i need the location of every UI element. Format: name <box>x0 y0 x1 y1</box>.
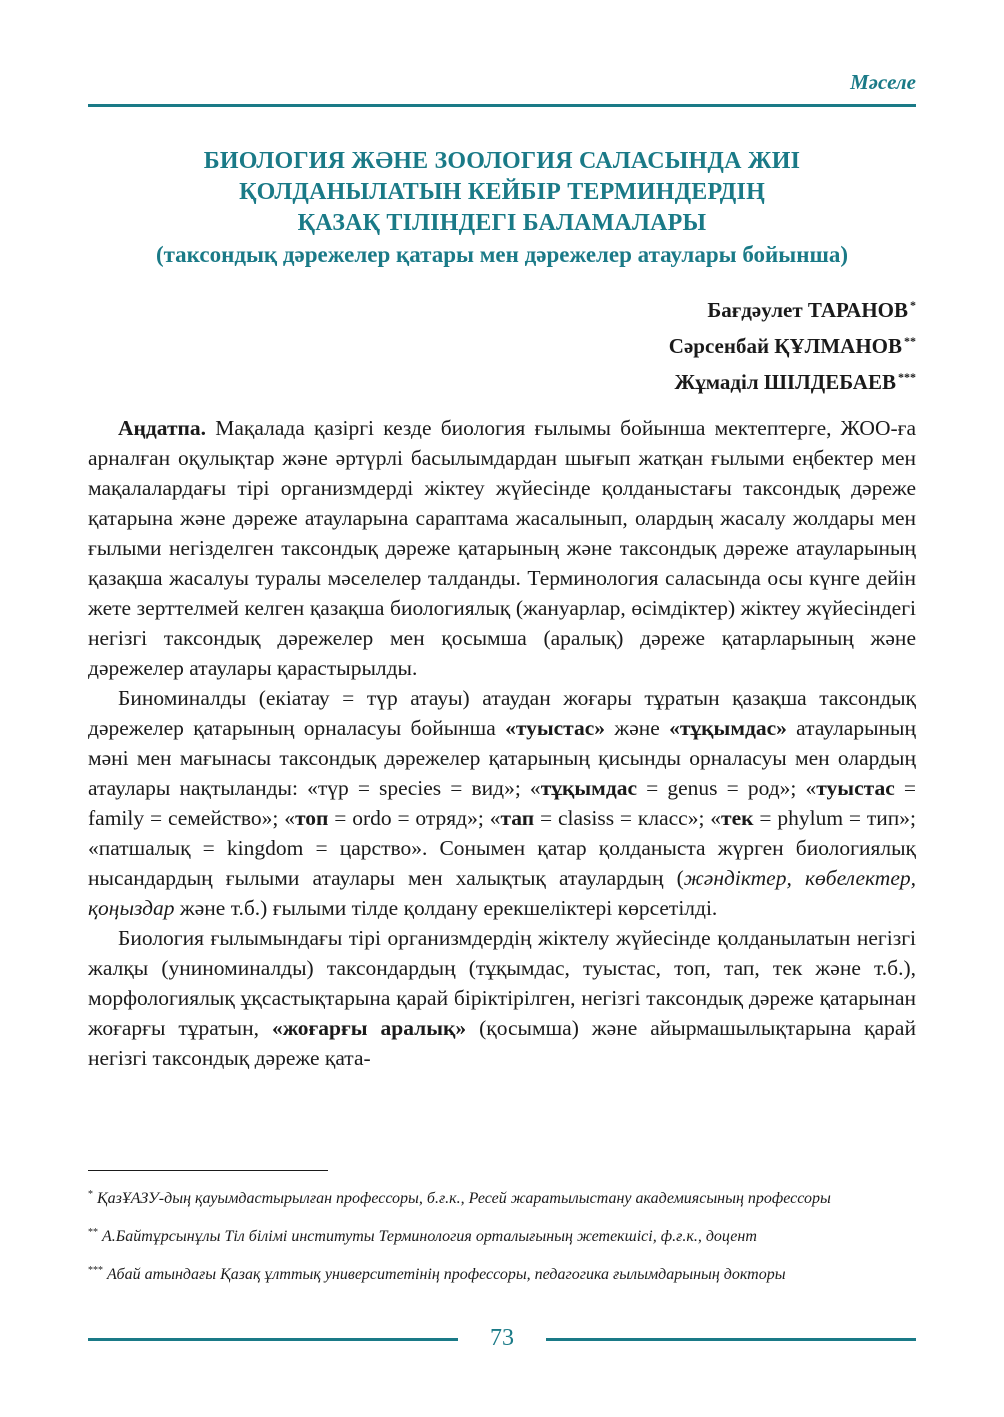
paragraph-text: және <box>605 716 670 740</box>
paragraph-text: = family = семейство»; « <box>88 776 917 830</box>
article-title <box>88 146 916 270</box>
paragraph-text: Биология ғылымындағы тірі организмдердің жіктелу жүйесінде қолданылатын негізгі жалқы (униноминалды) таксондардың (тұқымдас, туыстас, топ, тап, тек және т.б.), морфологиялық ұқсастықтарына қарай біріктірілген, негізгі таксондық дәреже қатарынан жоғарғы тұратын, <box>88 926 916 1040</box>
bold-term: «тұқымдас» <box>669 716 787 740</box>
footnote-mark: ** <box>88 1227 98 1238</box>
footnote <box>88 1260 916 1286</box>
paragraph-text: (қосымша) және айырмашылықтарына қарай негізгі таксондық дәреже қата- <box>88 1016 916 1070</box>
header-rule <box>88 104 916 107</box>
author-name: Жұмаділ ШІЛДЕБАЕВ <box>674 370 896 394</box>
section-header: Мәселе <box>850 70 916 94</box>
page-number: 73 <box>490 1325 514 1351</box>
author <box>88 290 916 326</box>
author-footnote-mark: * <box>910 298 916 312</box>
author <box>88 326 916 362</box>
article-body <box>88 413 916 1073</box>
author-name: Сәрсенбай ҚҰЛМАНОВ <box>668 334 902 358</box>
paragraph-text: = phylum = тип»; «патшалық = kingdom = царство». Сонымен қатар қолданыста жүрген биологиялық нысандардың ғылыми атаулары мен халықтық атаулардың ( <box>88 806 916 890</box>
author-list <box>88 290 916 398</box>
bold-term: «жоғарғы аралық» <box>271 1016 467 1040</box>
paragraph-text: Мақалада қазіргі кезде биология ғылымы бойынша мектептерге, ЖОО-ға арналған оқулықтар және әртүрлі басылымдардан шығып жатқан ғылыми еңбектер мен мақалалардағы тірі организмдерді жіктеу жүйесінде қолданыстағы таксондық дәреже қатарына және дәреже атауларына сараптама жасалынып, олардың жасалу жолдары мен ғылыми негізделген таксондық дәреже қатарының және таксондық дәреже атауларының қазақша жасалуы туралы мәселелер талданды. Терминология саласында осы күнге дейін жете зерттелмей келген қазақша биологиялық (жануарлар, өсімдіктер) жіктеу жүйесіндегі негізгі таксондық дәрежелер мен қосымша (аралық) дәреже қатарларының және дәрежелер атаулары қарастырылды. <box>88 416 916 680</box>
abstract-label: Аңдатпа. <box>118 416 207 440</box>
footnote-mark: *** <box>88 1265 103 1276</box>
title-line: ҚОЛДАНЫЛАТЫН КЕЙБІР ТЕРМИНДЕРДІҢ <box>239 179 765 205</box>
paragraph-text: = ordo = отряд»; « <box>328 806 501 830</box>
bold-term: тек <box>721 806 754 830</box>
article-subtitle: (таксондық дәрежелер қатары мен дәрежелер атаулары бойынша) <box>155 242 849 267</box>
bold-term: тап <box>500 806 535 830</box>
paragraph-text: = genus = род»; « <box>637 776 817 800</box>
paragraph-text: Биноминалды (екіатау = түр атауы) атаудан жоғары тұратын қазақша таксондық дәрежелер қатарының орналасуы бойынша <box>88 686 916 740</box>
footer-rule <box>88 1338 458 1341</box>
paragraph-text: = clasiss = класс»; « <box>534 806 722 830</box>
bold-term: туыстас <box>816 776 895 800</box>
author-name: Бағдәулет ТАРАНОВ <box>707 298 908 322</box>
author-footnote-mark: ** <box>904 334 916 348</box>
paragraph-text: атауларының мәні мен мағынасы таксондық дәрежелер қатарының қисынды орналасуы мен олардың атаулары нақтыланды: «түр = species = вид»; « <box>88 716 917 800</box>
bold-term: «туыстас» <box>505 716 606 740</box>
bold-term: топ <box>294 806 329 830</box>
footnote-text: А.Байтұрсынұлы Тіл білімі институты Терминология орталығының жетекшісі, ф.ғ.к., доцент <box>102 1228 757 1245</box>
title-line: БИОЛОГИЯ ЖӘНЕ ЗООЛОГИЯ САЛАСЫНДА ЖИІ <box>203 148 801 174</box>
footnote-separator <box>88 1170 328 1171</box>
bold-term: тұқымдас <box>540 776 637 800</box>
title-line: ҚАЗАҚ ТІЛІНДЕГІ БАЛАМАЛАРЫ <box>297 210 707 236</box>
footer-rule <box>546 1338 916 1341</box>
body-paragraph <box>88 923 916 1073</box>
author <box>88 362 916 398</box>
footnote-text: Абай атындағы Қазақ ұлттық университетінің профессоры, педагогика ғылымдарының докторы <box>107 1266 786 1283</box>
footnote <box>88 1222 916 1248</box>
footnote <box>88 1184 916 1210</box>
footnotes <box>88 1184 916 1298</box>
footnote-mark: * <box>88 1189 93 1200</box>
abstract-paragraph <box>88 413 916 683</box>
body-paragraph <box>88 683 916 923</box>
paragraph-text: және т.б.) ғылыми тілде қолдану ерекшеліктері көрсетілді. <box>174 896 718 920</box>
author-footnote-mark: *** <box>898 370 916 384</box>
footnote-text: ҚазҰАЗУ-дың қауымдастырылған профессоры, б.ғ.к., Ресей жаратылыстану академиясының профессоры <box>97 1190 831 1207</box>
italic-text: жәндіктер, көбелектер, қоңыздар <box>88 866 916 920</box>
